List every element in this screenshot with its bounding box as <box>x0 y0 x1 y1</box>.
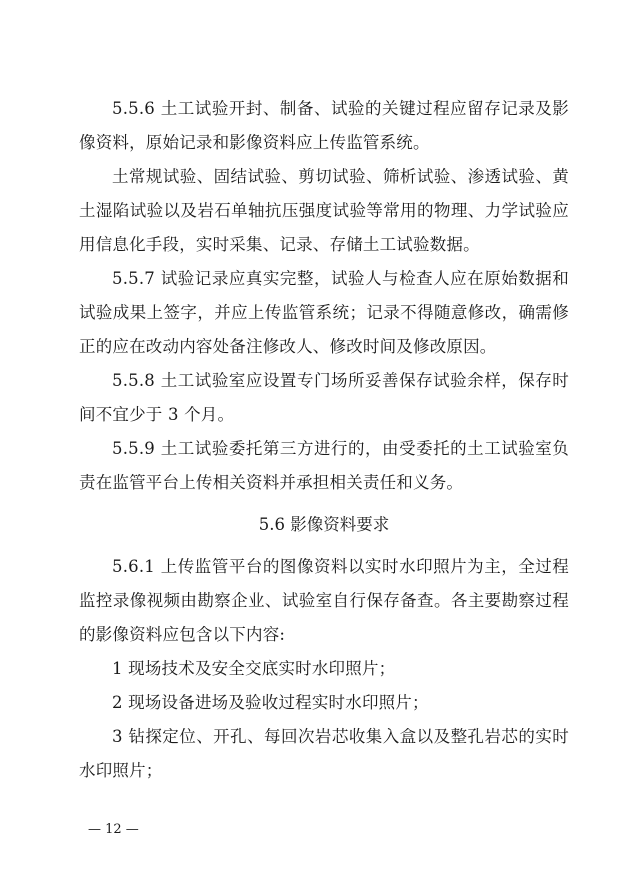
list-item-1: 1 现场技术及安全交底实时水印照片； <box>112 659 396 678</box>
page-content <box>79 92 569 788</box>
clause-5-5-6-detail: 土常规试验、固结试验、剪切试验、筛析试验、渗透试验、黄土湿陷试验以及岩石单轴抗压强度试验等常用的物理、力学试验应用信息化手段，实时采集、记录、存储土工试验数据。 <box>79 167 569 254</box>
list-item-2: 2 现场设备进场及验收过程实时水印照片； <box>112 693 429 712</box>
section-heading: 5.6 影像资料要求 <box>258 515 390 534</box>
clause-5-5-6: 5.5.6 土工试验开封、制备、试验的关键过程应留存记录及影像资料，原始记录和影像资料应上传监管系统。 <box>79 99 569 152</box>
clause-5-5-7: 5.5.7 试验记录应真实完整，试验人与检查人应在原始数据和试验成果上签字，并应上传监管系统；记录不得随意修改，确需修正的应在改动内容处备注修改人、修改时间及修改原因。 <box>79 269 569 356</box>
list-item-3: 3 钻探定位、开孔、每回次岩芯收集入盒以及整孔岩芯的实时水印照片； <box>79 727 569 780</box>
page-number: — 12 — <box>88 822 139 837</box>
clause-5-5-9: 5.5.9 土工试验委托第三方进行的，由受委托的土工试验室负责在监管平台上传相关资料并承担相关责任和义务。 <box>79 439 569 492</box>
clause-5-5-8: 5.5.8 土工试验室应设置专门场所妥善保存试验余样，保存时间不宜少于 3 个月。 <box>79 371 569 424</box>
clause-5-6-1: 5.6.1 上传监管平台的图像资料以实时水印照片为主，全过程监控录像视频由勘察企业、试验室自行保存备查。各主要勘察过程的影像资料应包含以下内容: <box>79 557 569 644</box>
